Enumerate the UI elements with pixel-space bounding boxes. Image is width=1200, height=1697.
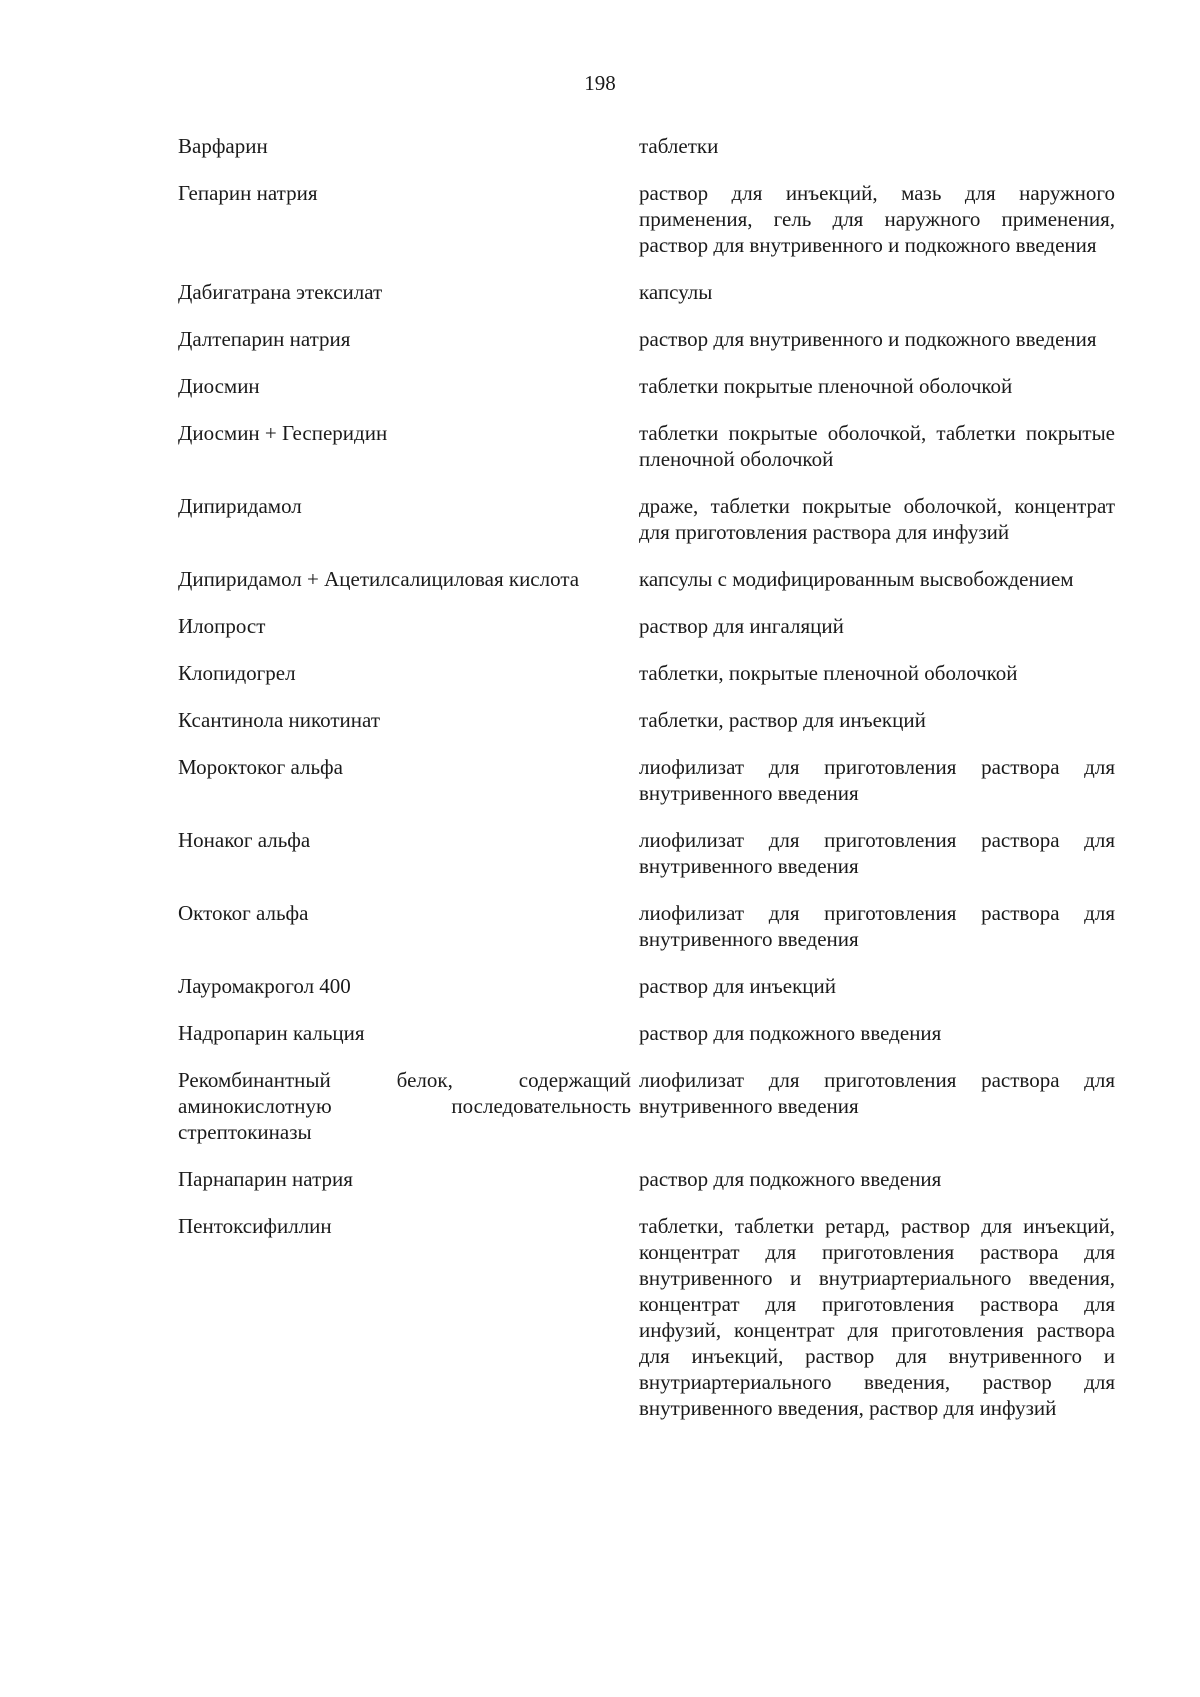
drug-name: Пентоксифиллин	[178, 1214, 332, 1238]
dosage-form: раствор для ингаляций	[639, 614, 844, 638]
drug-name: Дипиридамол	[178, 494, 302, 518]
dosage-form: капсулы	[639, 280, 713, 304]
list-item	[178, 326, 1124, 352]
dosage-form: таблетки, таблетки ретард, раствор для инъекций, концентрат для приготовления раствора для внутривенного и внутриартериального введения, концентрат для приготовления раствора для инфузий, концентрат для приготовления раствора для инъекций, раствор для внутривенного и внутриартериального введения, раствор для внутривенного введения, раствор для инфузий	[639, 1214, 1115, 1420]
page-number: 198	[584, 71, 616, 95]
dosage-form: таблетки	[639, 134, 719, 158]
drug-name: Рекомбинантный белок, содержащий аминокислотную последовательность стрептокиназы	[178, 1068, 631, 1144]
drug-name: Надропарин кальция	[178, 1021, 365, 1045]
drug-name: Дипиридамол + Ацетилсалициловая кислота	[178, 567, 580, 591]
list-item	[178, 1166, 1124, 1192]
dosage-form: лиофилизат для приготовления раствора для внутривенного введения	[639, 901, 1115, 951]
dosage-form: драже, таблетки покрытые оболочкой, концентрат для приготовления раствора для инфузий	[639, 494, 1115, 544]
drug-name: Нонаког альфа	[178, 828, 311, 852]
list-item	[178, 373, 1124, 399]
dosage-form: капсулы с модифицированным высвобождением	[639, 567, 1074, 591]
dosage-form: раствор для инъекций, мазь для наружного применения, гель для наружного применения, раствор для внутривенного и подкожного введения	[639, 181, 1115, 257]
drug-name: Диосмин	[178, 374, 260, 398]
dosage-form: раствор для внутривенного и подкожного введения	[639, 327, 1097, 351]
list-item	[178, 1020, 1124, 1046]
list-item	[178, 1067, 1124, 1145]
list-item	[178, 973, 1124, 999]
dosage-form: раствор для инъекций	[639, 974, 836, 998]
drug-name: Лауромакрогол 400	[178, 974, 351, 998]
drug-name: Дабигатрана этексилат	[178, 280, 383, 304]
drug-name: Ксантинола никотинат	[178, 708, 380, 732]
drug-name: Октоког альфа	[178, 901, 309, 925]
list-item	[178, 707, 1124, 733]
list-item	[178, 493, 1124, 545]
list-item	[178, 1213, 1124, 1421]
dosage-form: лиофилизат для приготовления раствора для внутривенного введения	[639, 1068, 1115, 1118]
dosage-form: лиофилизат для приготовления раствора для внутривенного введения	[639, 828, 1115, 878]
list-item	[178, 420, 1124, 472]
list-item	[178, 279, 1124, 305]
drug-name: Варфарин	[178, 134, 268, 158]
dosage-form: таблетки покрытые оболочкой, таблетки покрытые пленочной оболочкой	[639, 421, 1115, 471]
drug-name: Далтепарин натрия	[178, 327, 351, 351]
list-item	[178, 613, 1124, 639]
drug-name: Илопрост	[178, 614, 266, 638]
drug-name: Диосмин + Гесперидин	[178, 421, 388, 445]
list-item	[178, 827, 1124, 879]
drug-name: Мороктоког альфа	[178, 755, 343, 779]
list-item	[178, 180, 1124, 258]
list-item	[178, 900, 1124, 952]
dosage-form: раствор для подкожного введения	[639, 1021, 942, 1045]
list-item	[178, 133, 1124, 159]
dosage-form: таблетки, раствор для инъекций	[639, 708, 926, 732]
dosage-form: лиофилизат для приготовления раствора для внутривенного введения	[639, 755, 1115, 805]
list-item	[178, 566, 1124, 592]
drug-name: Гепарин натрия	[178, 181, 318, 205]
drug-list	[178, 133, 1124, 1442]
dosage-form: раствор для подкожного введения	[639, 1167, 942, 1191]
list-item	[178, 660, 1124, 686]
drug-name: Парнапарин натрия	[178, 1167, 353, 1191]
drug-name: Клопидогрел	[178, 661, 296, 685]
dosage-form: таблетки, покрытые пленочной оболочкой	[639, 661, 1018, 685]
dosage-form: таблетки покрытые пленочной оболочкой	[639, 374, 1013, 398]
list-item	[178, 754, 1124, 806]
